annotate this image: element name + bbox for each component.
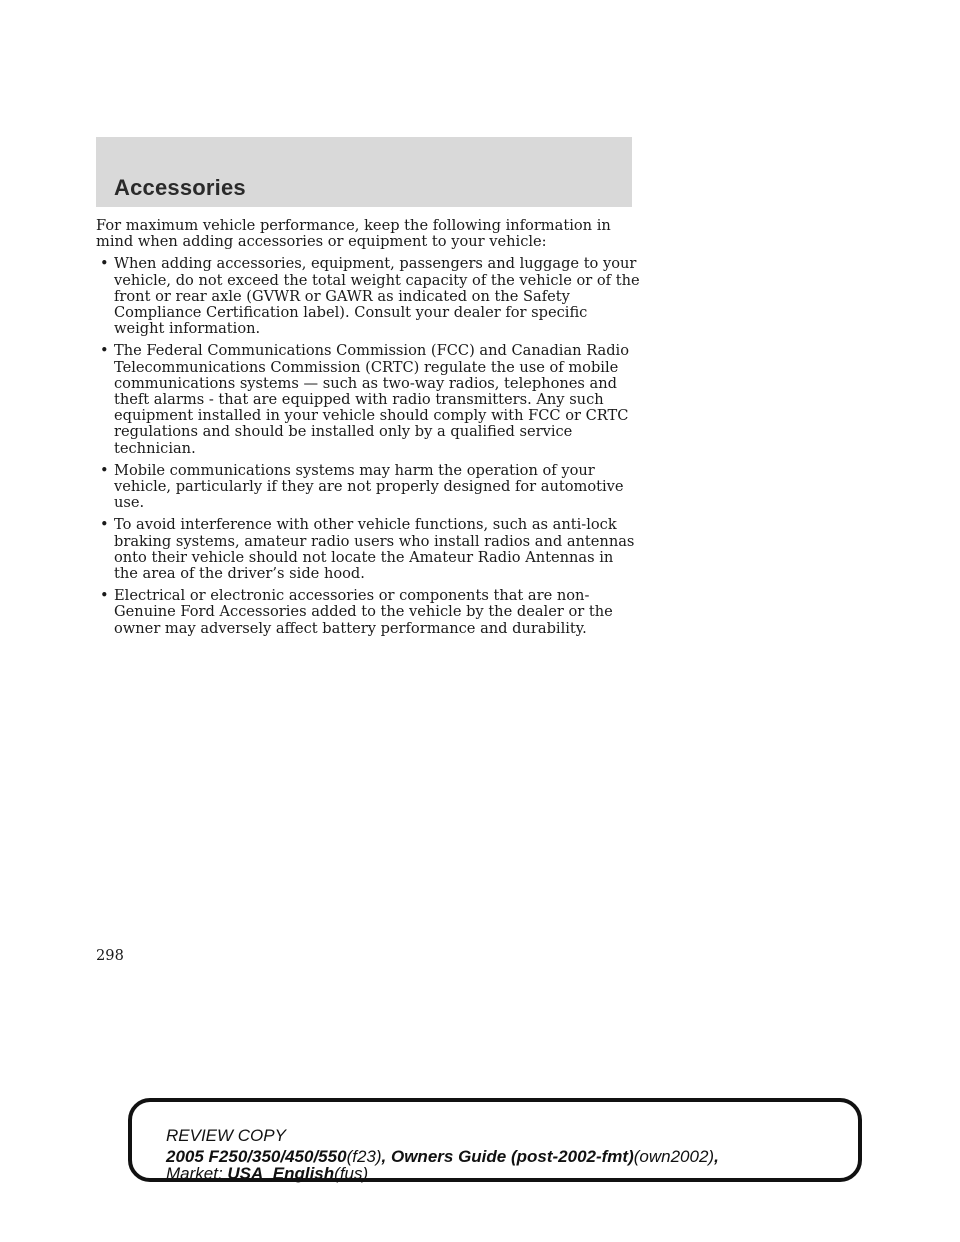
bullet-icon: • [100, 342, 109, 360]
bullet-item [96, 463, 641, 512]
bullet-icon: • [100, 461, 109, 479]
model-code: (f23) [346, 1147, 382, 1166]
bullet-text: Mobile communications systems may harm the operation of your vehicle, particularly if they are not properly designed for automotive use. [114, 461, 624, 512]
bullet-text: When adding accessories, equipment, passengers and luggage to your vehicle, do not exceed the total weight capacity of the vehicle or of the front or rear axle (GVWR or GAWR as indicated on the Safety Compliance Certification label). Consult your dealer for specific weight information. [114, 255, 640, 338]
bullet-icon: • [100, 587, 109, 605]
section-header-band [96, 137, 632, 207]
market-label: Market: [166, 1164, 228, 1183]
intro-paragraph: For maximum vehicle performance, keep the following information in mind when adding accessories or equipment to your vehicle: [96, 217, 611, 251]
bullet-text: To avoid interference with other vehicle functions, such as anti-lock braking systems, amateur radio users who install radios and antennas onto their vehicle should not locate the Amateur Radio Antennas in the area of the driver’s side hood. [114, 516, 635, 583]
guide-name: Owners Guide (post-2002-fmt) [390, 1147, 634, 1166]
bullet-text: The Federal Communications Commission (FCC) and Canadian Radio Telecommunications Commission (CRTC) regulate the use of mobile communications systems — such as two-way radios, telephones and theft alarms - that are equipped with radio transmitters. Any such equipment installed in your vehicle should comply with FCC or CRTC regulations and should be installed only by a qualified service technician. [114, 342, 630, 457]
bullet-item [96, 343, 641, 456]
market-code: (fus) [334, 1164, 369, 1183]
market-line [166, 1164, 368, 1184]
guide-code: (own2002) [633, 1147, 715, 1166]
bullet-icon: • [100, 516, 109, 534]
model-name: 2005 F250/350/450/550 [166, 1147, 347, 1166]
bullet-item [96, 256, 641, 337]
bullet-icon: • [100, 255, 109, 273]
section-title: Accessories [114, 175, 246, 200]
bullet-text: Electrical or electronic accessories or components that are non-Genuine Ford Accessories added to the vehicle by the dealer or the owner may adversely affect battery performance and durability. [114, 587, 613, 637]
separator: , [381, 1147, 391, 1166]
bullet-item [96, 588, 641, 637]
separator: , [714, 1147, 719, 1166]
page-number: 298 [96, 947, 124, 964]
bullet-item [96, 517, 641, 582]
page-content [96, 218, 641, 643]
review-copy-label: REVIEW COPY [166, 1126, 286, 1145]
review-copy-footer [128, 1098, 862, 1182]
market-value: USA_English [227, 1164, 335, 1183]
